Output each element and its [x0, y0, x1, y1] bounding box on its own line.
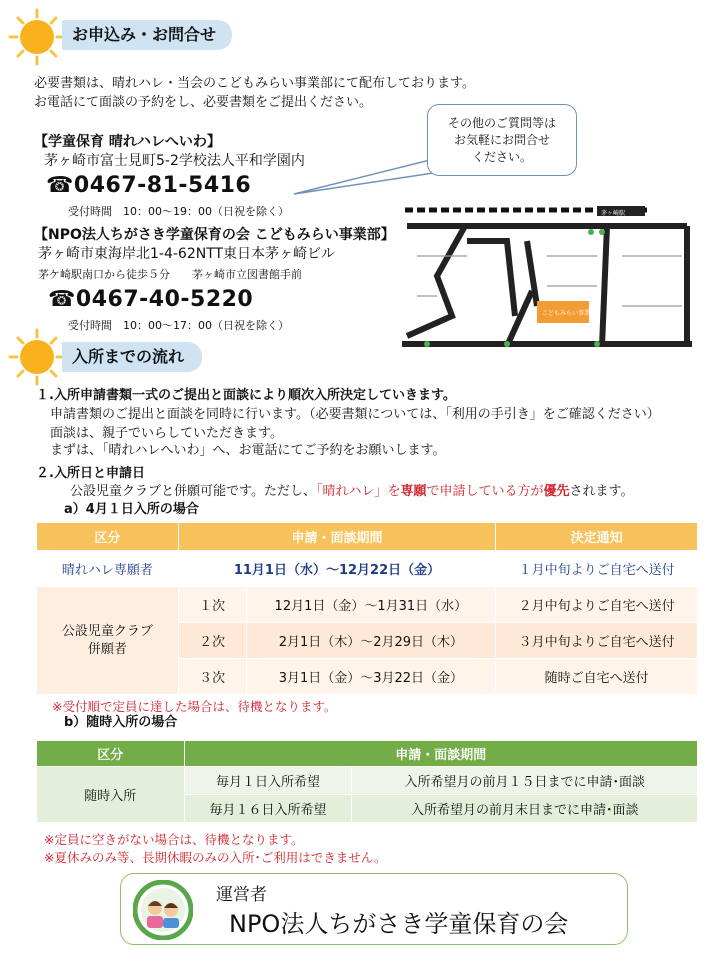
th-period: 申請・面談期間: [184, 741, 697, 767]
step2-text-c: 専願: [400, 484, 427, 499]
org2-address: 茅ヶ崎市東海岸北1-4-62NTT東日本茅ヶ崎ビル: [38, 246, 336, 262]
cell-round: ２次: [178, 623, 246, 659]
sub-heading-a: a）4月１日入所の場合: [64, 502, 199, 517]
sub-heading-b: b）随時入所の場合: [64, 715, 178, 730]
org2-hours: 受付時間 10：00～17：00（日祝を除く）: [68, 319, 289, 332]
step2-text-f: されます。: [569, 484, 634, 499]
th-kubun: 区分: [37, 523, 179, 551]
intro-line-2: お電話にて面談の予約をし、必要書類をご提出ください。: [34, 95, 373, 110]
cell-period: 入所希望月の前月１５日までに申請･面談: [352, 767, 698, 795]
cell-round: ３次: [178, 659, 246, 695]
table-row: [37, 767, 698, 795]
org1-hours: 受付時間 10：00～19：00（日祝を除く）: [68, 205, 289, 218]
inquiry-bubble: [427, 104, 577, 176]
th-period: 申請・面談期間: [178, 523, 495, 551]
cell-period: 12月1日（金）～1月31日（水）: [246, 587, 496, 623]
table-row: [37, 551, 698, 587]
step2-text-a: 公設児童クラブと併願可能です。ただし、: [70, 484, 316, 499]
bubble-line-2: お気軽にお問合せ: [453, 133, 550, 147]
note-1: ※定員に空きがない場合は、待機となります。: [44, 832, 304, 847]
cell-group-kubun: [37, 587, 179, 695]
access-map: [397, 196, 697, 356]
map-office-label: こどもみらい事業部: [542, 310, 597, 317]
table-row: [37, 587, 698, 623]
org1-address: 茅ヶ崎市富士見町5-2学校法人平和学園内: [44, 153, 305, 169]
cell-wish: 毎月１日入所希望: [184, 767, 352, 795]
cell-period: 3月1日（金）～3月22日（金）: [246, 659, 496, 695]
cell-period: 2月1日（木）～2月29日（木）: [246, 623, 496, 659]
step2-text-e: 優先: [543, 484, 570, 499]
bubble-tail: [290, 150, 450, 200]
th-notice: 決定通知: [496, 523, 698, 551]
table-anytime-entry: [36, 740, 698, 823]
cell-notice: 随時ご自宅へ送付: [496, 659, 698, 695]
org2-name: 【NPO法人ちがさき学童保育の会 こどもみらい事業部】: [34, 227, 395, 243]
step1-title: １.入所申請書類一式のご提出と面談により順次入所決定していきます。: [36, 388, 456, 403]
cell-period: 11月1日（水）～12月22日（金）: [178, 551, 495, 587]
sun-icon: [8, 8, 66, 66]
cell-kubun: 晴れハレ専願者: [37, 551, 179, 587]
step2-text-b: 「晴れハレ」を: [315, 484, 401, 499]
cell-period: 入所希望月の前月末日までに申請･面談: [352, 795, 698, 823]
sun-icon: [8, 328, 66, 386]
cell-notice: ２月中旬よりご自宅へ送付: [496, 587, 698, 623]
cell-notice: １月中旬よりご自宅へ送付: [496, 551, 698, 587]
section-header-contact: お申込み・お問合せ: [62, 20, 232, 50]
organization-logo: [133, 880, 193, 940]
note-2: ※夏休みのみ等、長期休暇のみの入所･ご利用はできません。: [44, 850, 387, 865]
table-a-note: ※受付順で定員に達した場合は、待機となります。: [52, 699, 337, 714]
map-station-label: 茅ヶ崎駅: [601, 210, 626, 217]
group-label-2: 併願者: [87, 641, 127, 657]
step2-title: ２.入所日と申請日: [36, 466, 145, 481]
cell-kubun: 随時入所: [37, 767, 185, 823]
org2-phone: ☎0467-40-5220: [48, 287, 254, 312]
table-header-row: [37, 741, 698, 767]
org2-access: 茅ケ崎駅南口から徒歩５分 茅ヶ崎市立図書館手前: [38, 268, 302, 281]
org1-name: 【学童保育 晴れハレへいわ】: [34, 134, 221, 150]
org1-phone: ☎0467-81-5416: [46, 173, 252, 198]
th-kubun: 区分: [37, 741, 185, 767]
operator-name: NPO法人ちがさき学童保育の会: [229, 910, 569, 938]
cell-notice: ３月中旬よりご自宅へ送付: [496, 623, 698, 659]
table-header-row: [37, 523, 698, 551]
step1-line-3: まずは、「晴れハレへいわ」へ、お電話にてご予約をお願いします。: [50, 443, 446, 458]
step1-line-1: 申請書類のご提出と面談を同時に行います。（必要書類については、「利用の手引き」をご確認ください）: [50, 407, 660, 422]
group-label-1: 公設児童クラブ: [61, 623, 153, 639]
cell-round: １次: [178, 587, 246, 623]
intro-line-1: 必要書類は、晴れハレ・当会のこどもみらい事業部にて配布しております。: [34, 76, 475, 91]
bubble-line-1: その他のご質問等は: [447, 116, 556, 130]
operator-box: [120, 873, 628, 945]
bubble-line-3: ください。: [471, 150, 532, 164]
section-header-flow: 入所までの流れ: [62, 342, 202, 372]
step2-line-1: [70, 482, 634, 501]
step2-text-d: で申請している方が: [426, 484, 544, 499]
operator-label: 運営者: [216, 885, 267, 905]
cell-wish: 毎月１６日入所希望: [184, 795, 352, 823]
step1-line-2: 面談は、親子でいらしていただきます。: [50, 426, 283, 441]
table-april-entry: [36, 522, 698, 695]
